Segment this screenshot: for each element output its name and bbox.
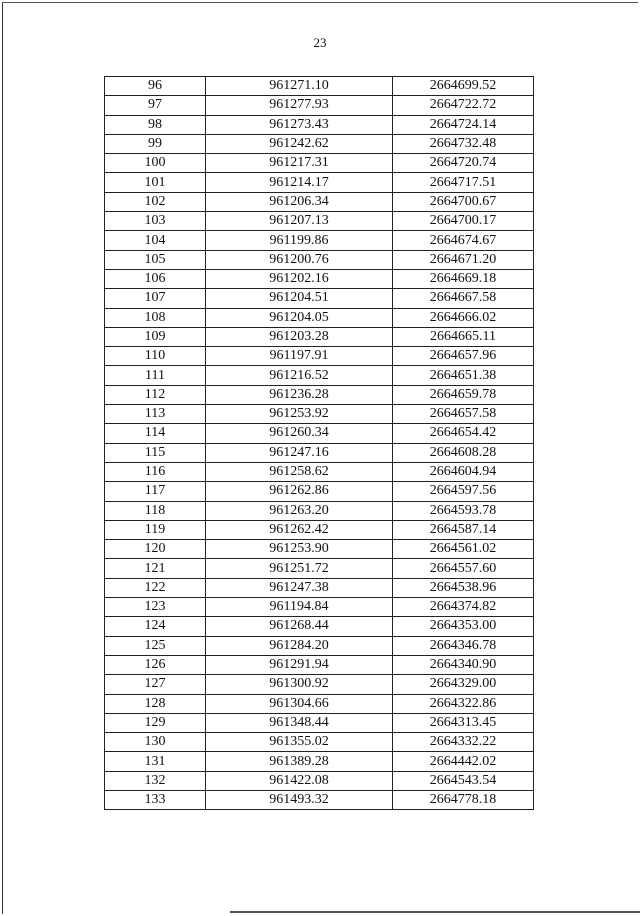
table-row [105,559,534,578]
table-row [105,598,534,617]
point-number-cell: 118 [105,501,206,520]
table-row [105,269,534,288]
y-coordinate-cell: 2664340.90 [393,655,534,674]
table-row [105,77,534,96]
y-coordinate-cell: 2664322.86 [393,694,534,713]
coordinates-table [104,76,534,810]
x-coordinate-cell: 961291.94 [206,655,393,674]
x-coordinate-cell: 961214.17 [206,173,393,192]
x-coordinate-cell: 961273.43 [206,115,393,134]
x-coordinate-cell: 961260.34 [206,424,393,443]
table-row [105,462,534,481]
point-number-cell: 105 [105,250,206,269]
point-number-cell: 129 [105,713,206,732]
y-coordinate-cell: 2664778.18 [393,790,534,809]
x-coordinate-cell: 961203.28 [206,327,393,346]
point-number-cell: 116 [105,462,206,481]
x-coordinate-cell: 961493.32 [206,790,393,809]
y-coordinate-cell: 2664442.02 [393,752,534,771]
y-coordinate-cell: 2664608.28 [393,443,534,462]
y-coordinate-cell: 2664587.14 [393,520,534,539]
table-row [105,443,534,462]
y-coordinate-cell: 2664671.20 [393,250,534,269]
point-number-cell: 106 [105,269,206,288]
table-row [105,617,534,636]
x-coordinate-cell: 961271.10 [206,77,393,96]
y-coordinate-cell: 2664332.22 [393,733,534,752]
table-row [105,327,534,346]
x-coordinate-cell: 961355.02 [206,733,393,752]
table-row [105,655,534,674]
x-coordinate-cell: 961197.91 [206,347,393,366]
x-coordinate-cell: 961204.51 [206,289,393,308]
table-row [105,482,534,501]
x-coordinate-cell: 961348.44 [206,713,393,732]
x-coordinate-cell: 961202.16 [206,269,393,288]
y-coordinate-cell: 2664543.54 [393,771,534,790]
y-coordinate-cell: 2664666.02 [393,308,534,327]
point-number-cell: 113 [105,405,206,424]
table-row [105,115,534,134]
y-coordinate-cell: 2664724.14 [393,115,534,134]
point-number-cell: 108 [105,308,206,327]
page-number: 23 [313,35,327,50]
x-coordinate-cell: 961199.86 [206,231,393,250]
point-number-cell: 102 [105,192,206,211]
y-coordinate-cell: 2664593.78 [393,501,534,520]
point-number-cell: 126 [105,655,206,674]
y-coordinate-cell: 2664717.51 [393,173,534,192]
x-coordinate-cell: 961389.28 [206,752,393,771]
x-coordinate-cell: 961194.84 [206,598,393,617]
point-number-cell: 112 [105,385,206,404]
point-number-cell: 110 [105,347,206,366]
y-coordinate-cell: 2664669.18 [393,269,534,288]
y-coordinate-cell: 2664699.52 [393,77,534,96]
table-row [105,424,534,443]
y-coordinate-cell: 2664557.60 [393,559,534,578]
y-coordinate-cell: 2664538.96 [393,578,534,597]
point-number-cell: 128 [105,694,206,713]
point-number-cell: 132 [105,771,206,790]
x-coordinate-cell: 961206.34 [206,192,393,211]
table-row [105,713,534,732]
table-row [105,790,534,809]
table-row [105,192,534,211]
table-row [105,385,534,404]
y-coordinate-cell: 2664561.02 [393,540,534,559]
point-number-cell: 130 [105,733,206,752]
bottom-rule [230,911,640,913]
point-number-cell: 124 [105,617,206,636]
table-row [105,212,534,231]
point-number-cell: 121 [105,559,206,578]
x-coordinate-cell: 961253.90 [206,540,393,559]
table-row [105,733,534,752]
x-coordinate-cell: 961251.72 [206,559,393,578]
y-coordinate-cell: 2664667.58 [393,289,534,308]
table-row [105,578,534,597]
coordinates-table-body [105,77,534,810]
x-coordinate-cell: 961204.05 [206,308,393,327]
point-number-cell: 115 [105,443,206,462]
point-number-cell: 97 [105,96,206,115]
x-coordinate-cell: 961300.92 [206,675,393,694]
point-number-cell: 114 [105,424,206,443]
y-coordinate-cell: 2664654.42 [393,424,534,443]
x-coordinate-cell: 961284.20 [206,636,393,655]
y-coordinate-cell: 2664374.82 [393,598,534,617]
table-row [105,231,534,250]
point-number-cell: 103 [105,212,206,231]
y-coordinate-cell: 2664674.67 [393,231,534,250]
y-coordinate-cell: 2664720.74 [393,154,534,173]
point-number-cell: 133 [105,790,206,809]
point-number-cell: 131 [105,752,206,771]
y-coordinate-cell: 2664700.67 [393,192,534,211]
table-row [105,694,534,713]
x-coordinate-cell: 961200.76 [206,250,393,269]
point-number-cell: 107 [105,289,206,308]
point-number-cell: 127 [105,675,206,694]
table-row [105,501,534,520]
point-number-cell: 101 [105,173,206,192]
point-number-cell: 120 [105,540,206,559]
y-coordinate-cell: 2664604.94 [393,462,534,481]
y-coordinate-cell: 2664732.48 [393,134,534,153]
x-coordinate-cell: 961258.62 [206,462,393,481]
table-row [105,636,534,655]
y-coordinate-cell: 2664329.00 [393,675,534,694]
table-row [105,752,534,771]
table-row [105,154,534,173]
table-row [105,405,534,424]
y-coordinate-cell: 2664313.45 [393,713,534,732]
point-number-cell: 125 [105,636,206,655]
point-number-cell: 99 [105,134,206,153]
x-coordinate-cell: 961247.16 [206,443,393,462]
table-row [105,173,534,192]
x-coordinate-cell: 961217.31 [206,154,393,173]
table-row [105,289,534,308]
table-row [105,347,534,366]
table-row [105,250,534,269]
table-row [105,134,534,153]
point-number-cell: 100 [105,154,206,173]
y-coordinate-cell: 2664346.78 [393,636,534,655]
x-coordinate-cell: 961242.62 [206,134,393,153]
table-row [105,771,534,790]
point-number-cell: 96 [105,77,206,96]
x-coordinate-cell: 961263.20 [206,501,393,520]
x-coordinate-cell: 961236.28 [206,385,393,404]
table-row [105,366,534,385]
y-coordinate-cell: 2664597.56 [393,482,534,501]
x-coordinate-cell: 961277.93 [206,96,393,115]
x-coordinate-cell: 961247.38 [206,578,393,597]
y-coordinate-cell: 2664659.78 [393,385,534,404]
table-row [105,675,534,694]
y-coordinate-cell: 2664657.96 [393,347,534,366]
x-coordinate-cell: 961216.52 [206,366,393,385]
y-coordinate-cell: 2664657.58 [393,405,534,424]
point-number-cell: 117 [105,482,206,501]
y-coordinate-cell: 2664651.38 [393,366,534,385]
point-number-cell: 119 [105,520,206,539]
x-coordinate-cell: 961268.44 [206,617,393,636]
x-coordinate-cell: 961262.86 [206,482,393,501]
point-number-cell: 122 [105,578,206,597]
x-coordinate-cell: 961207.13 [206,212,393,231]
table-row [105,520,534,539]
y-coordinate-cell: 2664665.11 [393,327,534,346]
point-number-cell: 111 [105,366,206,385]
point-number-cell: 104 [105,231,206,250]
x-coordinate-cell: 961262.42 [206,520,393,539]
table-row [105,540,534,559]
x-coordinate-cell: 961253.92 [206,405,393,424]
y-coordinate-cell: 2664353.00 [393,617,534,636]
point-number-cell: 123 [105,598,206,617]
table-row [105,308,534,327]
point-number-cell: 109 [105,327,206,346]
point-number-cell: 98 [105,115,206,134]
y-coordinate-cell: 2664722.72 [393,96,534,115]
y-coordinate-cell: 2664700.17 [393,212,534,231]
table-row [105,96,534,115]
x-coordinate-cell: 961422.08 [206,771,393,790]
x-coordinate-cell: 961304.66 [206,694,393,713]
